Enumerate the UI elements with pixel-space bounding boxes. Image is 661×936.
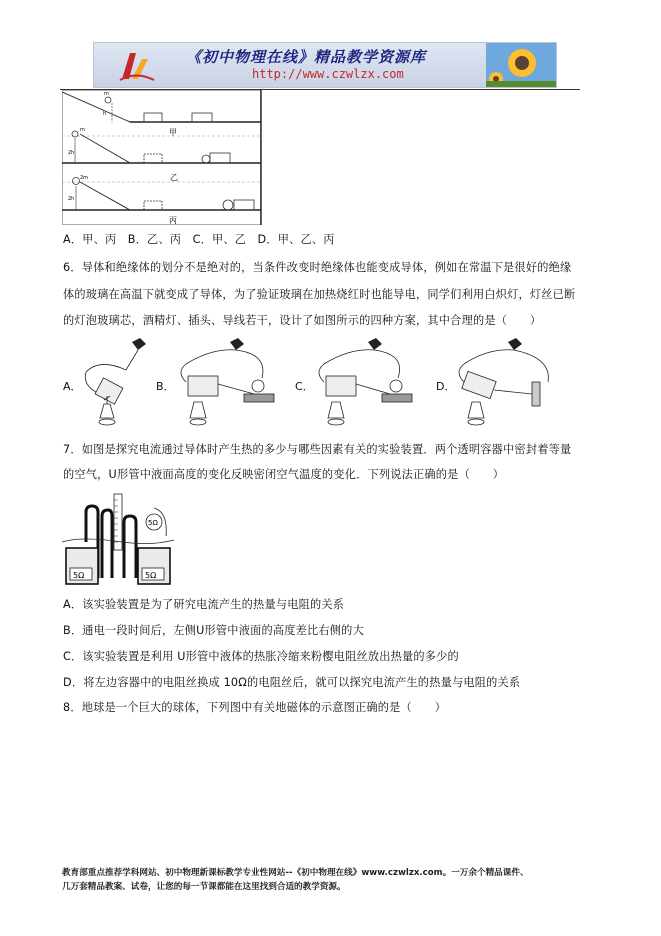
q5-options: A．甲、丙 B．乙、丙 C．甲、乙 D．甲、乙、丙 bbox=[63, 233, 335, 246]
incline-figure bbox=[62, 90, 264, 226]
site-title: 《初中物理在线》精品教学资源库 bbox=[186, 48, 427, 66]
joule-heat-apparatus-figure bbox=[62, 492, 174, 588]
q6-option-d-figure bbox=[452, 338, 556, 430]
q7-option-c: C．该实验装置是利用 U形管中液体的热胀冷缩来粉樱电阻丝放出热量的多少的 bbox=[63, 650, 459, 663]
footer-line-2: 几万套精品教案、试卷，让您的每一节课都能在这里找到合适的教学资源。 bbox=[62, 882, 346, 892]
q7-line-1: 7．如图是探究电流通过导体时产生热的多少与哪些因素有关的实验装置．两个透明容器中密封着等量 bbox=[63, 443, 572, 456]
q6-line-3: 的灯泡玻璃芯，酒精灯、插头、导线若干，设计了如图所示的四种方案，其中合理的是（ ） bbox=[63, 314, 542, 327]
q7-line-2: 的空气，U形管中液面高度的变化反映密闭空气温度的变化．下列说法正确的是（ ） bbox=[63, 468, 505, 481]
q6-option-c-figure bbox=[310, 338, 428, 430]
q6-option-b-figure bbox=[172, 338, 290, 430]
q6-option-a-label: A． bbox=[63, 380, 82, 393]
height-h: h bbox=[103, 111, 107, 117]
footer-line-1: 教育部重点推荐学科网站、初中物理新课标教学专业性网站--《初中物理在线》www.czwlzx.com。一万余个精品课件、 bbox=[62, 868, 529, 878]
q6-option-d-label: D． bbox=[436, 380, 456, 393]
mass-m3: 2m bbox=[80, 175, 89, 181]
q6-option-c-label: C． bbox=[295, 380, 314, 393]
site-logo-icon bbox=[116, 47, 156, 83]
label-yi: 乙 bbox=[170, 173, 178, 182]
header-banner bbox=[93, 42, 557, 88]
q8-line: 8．地球是一个巨大的球体，下列图中有关地磁体的示意图正确的是（ ） bbox=[63, 701, 447, 714]
sunflower-icon bbox=[486, 43, 556, 87]
site-url[interactable]: http://www.czwlzx.com bbox=[252, 67, 404, 81]
q6-option-a-figure bbox=[80, 338, 154, 430]
q7-option-a: A．该实验装置是为了研究电流产生的热量与电阻的关系 bbox=[63, 598, 345, 611]
mass-m2: m bbox=[80, 127, 85, 133]
q6-line-1: 6．导体和绝缘体的划分不是绝对的，当条件改变时绝缘体也能变成导体，例如在常温下是很好的绝缘 bbox=[63, 261, 572, 274]
label-bing: 丙 bbox=[169, 216, 177, 225]
resistor-right-label: 5Ω bbox=[145, 571, 157, 580]
resistor-outer-label: 5Ω bbox=[148, 519, 158, 527]
label-jia: 甲 bbox=[169, 128, 177, 137]
mass-m1: m bbox=[104, 91, 109, 97]
resistor-left-label: 5Ω bbox=[73, 571, 85, 580]
q7-option-b: B．通电一段时间后，左侧U形管中液面的高度差比右侧的大 bbox=[63, 624, 364, 637]
q6-line-2: 体的玻璃在高温下就变成了导体，为了验证玻璃在加热烧红时也能导电，同学们利用白炽灯，灯丝已断 bbox=[63, 288, 576, 301]
height-2h-a: 2h bbox=[68, 150, 75, 156]
q6-option-b-label: B． bbox=[156, 380, 175, 393]
height-2h-b: 2h bbox=[68, 196, 75, 202]
q7-option-d: D．将左边容器中的电阻丝换成 10Ω的电阻丝后，就可以探究电流产生的热量与电阻的关系 bbox=[63, 676, 521, 689]
